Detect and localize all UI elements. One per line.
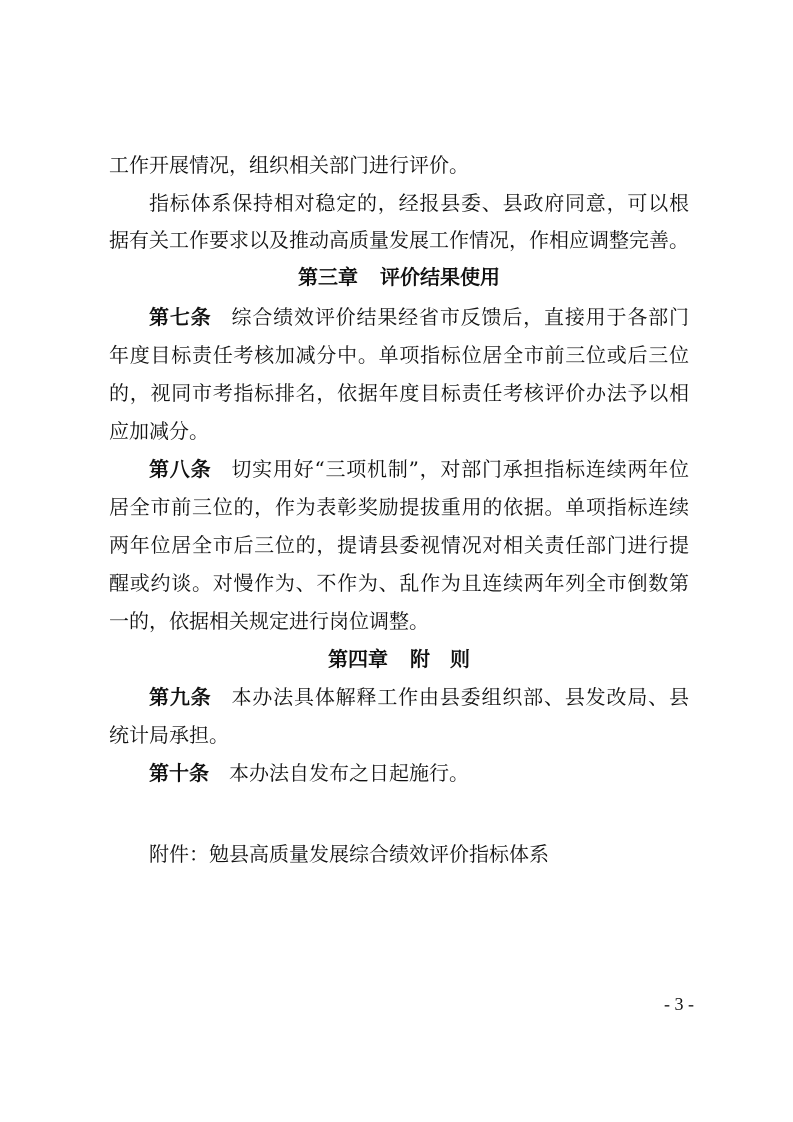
chapter-number: 第三章 <box>298 265 358 289</box>
paragraph-line: 醒或约谈。对慢作为、不作为、乱作为且连续两年列全市倒数第 <box>109 571 689 595</box>
article-first-line <box>149 683 689 711</box>
article-text: 本办法自发布之日起施行。 <box>229 761 469 785</box>
paragraph-line: 应加减分。 <box>109 419 209 443</box>
paragraph-line: 据有关工作要求以及推动高质量发展工作情况，作相应调整完善。 <box>109 228 689 252</box>
article-text: 本办法具体解释工作由县委组织部、县发改局、县 <box>231 685 689 709</box>
chapter-heading <box>109 645 689 673</box>
article-text: 综合绩效评价结果经省市反馈后，直接用于各部门 <box>231 305 689 329</box>
paragraph-line: 工作开展情况，组织相关部门进行评价。 <box>109 153 469 177</box>
attachment-line: 附件：勉县高质量发展综合绩效评价指标体系 <box>149 842 549 866</box>
article-label: 第十条 <box>149 761 209 785</box>
article-label: 第九条 <box>149 685 212 709</box>
paragraph-line: 的，视同市考指标排名，依据年度目标责任考核评价办法予以相 <box>109 381 689 405</box>
paragraph-line: 两年位居全市后三位的，提请县委视情况对相关责任部门进行提 <box>109 533 689 557</box>
article-first-line <box>149 759 689 787</box>
paragraph-line: 一的，依据相关规定进行岗位调整。 <box>109 609 429 633</box>
chapter-number: 第四章 <box>328 647 388 671</box>
chapter-title: 附 则 <box>410 647 470 671</box>
paragraph-line: 指标体系保持相对稳定的，经报县委、县政府同意，可以根 <box>149 191 689 215</box>
article-label: 第七条 <box>149 305 212 329</box>
page-number: - 3 - <box>664 994 694 1014</box>
paragraph-line: 居全市前三位的，作为表彰奖励提拔重用的依据。单项指标连续 <box>109 495 689 519</box>
chapter-heading <box>109 263 689 291</box>
article-first-line <box>149 303 689 331</box>
article-first-line <box>149 455 689 483</box>
paragraph-line: 年度目标责任考核加减分中。单项指标位居全市前三位或后三位 <box>109 343 689 367</box>
chapter-title: 评价结果使用 <box>380 265 500 289</box>
article-label: 第八条 <box>149 457 212 481</box>
article-text: 切实用好“三项机制”，对部门承担指标连续两年位 <box>231 457 690 481</box>
paragraph-line: 统计局承担。 <box>109 723 229 747</box>
